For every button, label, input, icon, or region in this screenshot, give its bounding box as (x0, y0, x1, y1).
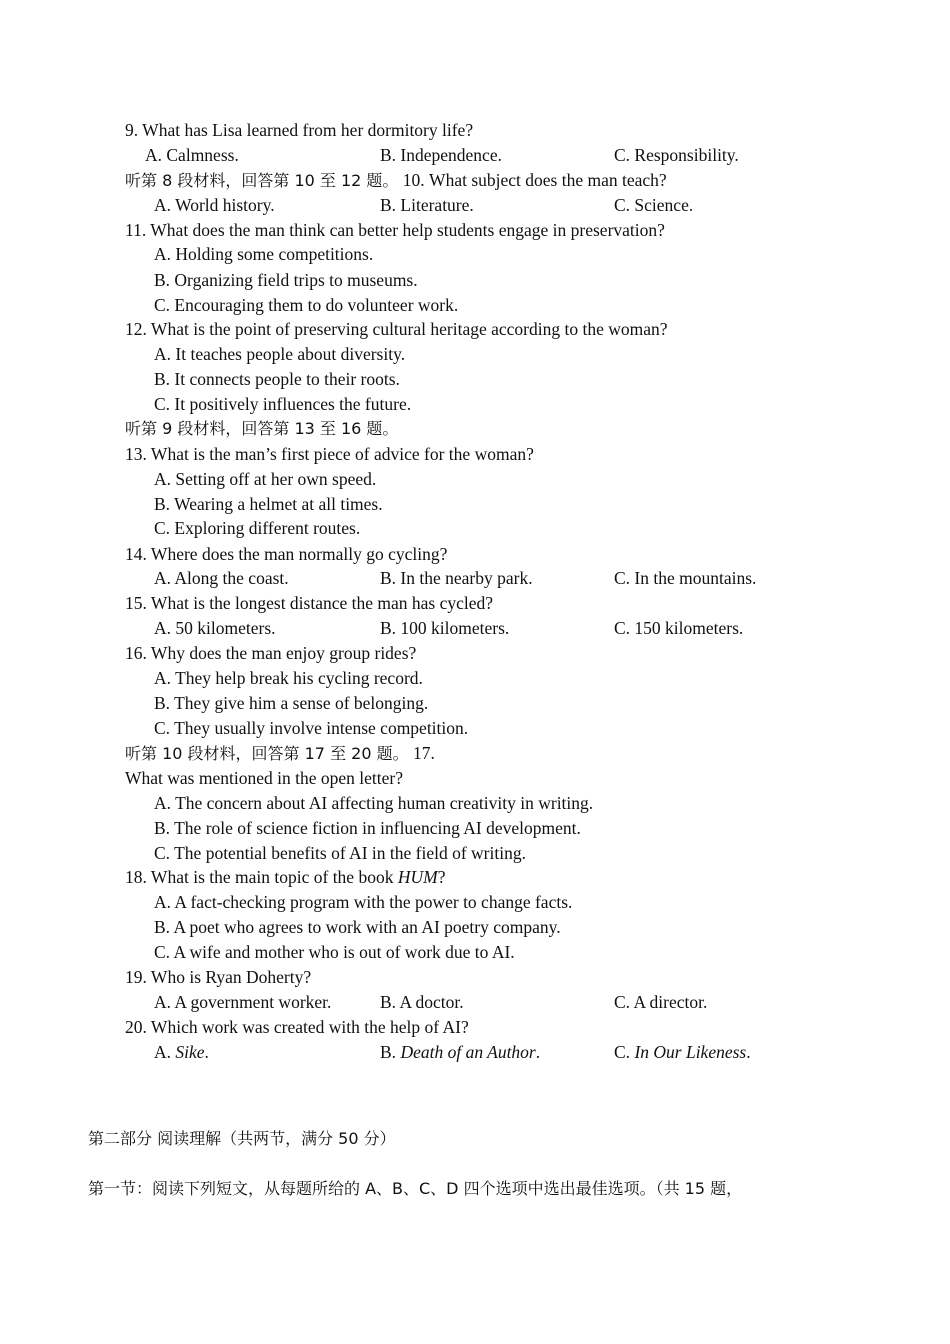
question-17-stem: What was mentioned in the open letter? (125, 768, 403, 788)
q13-option-a: A. Setting off at her own speed. (154, 469, 377, 489)
section-10-header: 听第 10 段材料，回答第 17 至 20 题。 (125, 744, 409, 763)
q12-option-c: C. It positively influences the future. (154, 394, 412, 414)
section-9-header: 听第 9 段材料，回答第 13 至 16 题。 (125, 419, 399, 438)
q10-option-b: B. Literature. (380, 195, 474, 215)
q14-option-c: C. In the mountains. (614, 568, 757, 588)
q11-option-a: A. Holding some competitions. (154, 244, 374, 264)
q20-option-a (154, 1041, 209, 1063)
question-20-stem: 20. Which work was created with the help of AI? (125, 1017, 469, 1037)
q20-b-end: . (535, 1042, 541, 1062)
q15-option-c: C. 150 kilometers. (614, 618, 744, 638)
question-18-stem (125, 866, 445, 888)
q14-option-a: A. Along the coast. (154, 568, 289, 588)
q10-option-c: C. Science. (614, 195, 694, 215)
q18-book-title: HUM (397, 867, 438, 887)
q20-c-label: C. (614, 1042, 635, 1062)
q16-option-a: A. They help break his cycling record. (154, 668, 423, 688)
q20-option-b (380, 1041, 540, 1063)
q9-option-c: C. Responsibility. (614, 145, 739, 165)
question-16-stem: 16. Why does the man enjoy group rides? (125, 643, 417, 663)
q14-option-b: B. In the nearby park. (380, 568, 533, 588)
question-11-stem: 11. What does the man think can better help students engage in preservation? (125, 220, 665, 240)
q17-option-c: C. The potential benefits of AI in the field of writing. (154, 843, 526, 863)
q20-c-title: In Our Likeness (634, 1042, 747, 1062)
question-14-stem: 14. Where does the man normally go cycling? (125, 544, 448, 564)
q18-option-b: B. A poet who agrees to work with an AI poetry company. (154, 917, 561, 937)
section-10-line (125, 742, 435, 765)
q18-option-a: A. A fact-checking program with the power to change facts. (154, 892, 573, 912)
q20-c-end: . (746, 1042, 751, 1062)
q18-stem-end: ? (437, 867, 446, 887)
q11-option-b: B. Organizing field trips to museums. (154, 270, 418, 290)
q15-option-a: A. 50 kilometers. (154, 618, 276, 638)
question-9-stem: 9. What has Lisa learned from her dormitory life? (125, 120, 474, 140)
section-8-line (125, 169, 667, 192)
q17-option-b: B. The role of science fiction in influencing AI development. (154, 818, 581, 838)
q18-stem-text: 18. What is the main topic of the book (125, 867, 398, 887)
q12-option-a: A. It teaches people about diversity. (154, 344, 406, 364)
question-17-number: 17. (412, 743, 435, 763)
q19-option-b: B. A doctor. (380, 992, 464, 1012)
section-8-header: 听第 8 段材料，回答第 10 至 12 题。 (125, 171, 399, 190)
question-15-stem: 15. What is the longest distance the man has cycled? (125, 593, 494, 613)
q20-b-label: B. (380, 1042, 401, 1062)
q20-a-title: Sike (175, 1042, 205, 1062)
question-19-stem: 19. Who is Ryan Doherty? (125, 967, 312, 987)
q19-option-c: C. A director. (614, 992, 708, 1012)
q12-option-b: B. It connects people to their roots. (154, 369, 400, 389)
q18-option-c: C. A wife and mother who is out of work due to AI. (154, 942, 515, 962)
q11-option-c: C. Encouraging them to do volunteer work. (154, 295, 459, 315)
q9-option-b: B. Independence. (380, 145, 502, 165)
q13-option-c: C. Exploring different routes. (154, 518, 361, 538)
q13-option-b: B. Wearing a helmet at all times. (154, 494, 383, 514)
section-1-instructions: 第一节：阅读下列短文，从每题所给的 A、B、C、D 四个选项中选出最佳选项。（共 15 题， (88, 1179, 743, 1198)
question-12-stem: 12. What is the point of preserving cultural heritage according to the woman? (125, 319, 668, 339)
q15-option-b: B. 100 kilometers. (380, 618, 510, 638)
q17-option-a: A. The concern about AI affecting human creativity in writing. (154, 793, 594, 813)
part-2-title: 第二部分 阅读理解（共两节，满分 50 分） (88, 1129, 396, 1148)
q19-option-a: A. A government worker. (154, 992, 332, 1012)
question-13-stem: 13. What is the man’s first piece of advice for the woman? (125, 444, 534, 464)
q20-b-title: Death of an Author (400, 1042, 536, 1062)
q20-option-c (614, 1041, 751, 1063)
q16-option-b: B. They give him a sense of belonging. (154, 693, 429, 713)
q16-option-c: C. They usually involve intense competition. (154, 718, 469, 738)
q10-option-a: A. World history. (154, 195, 275, 215)
question-10-stem: 10. What subject does the man teach? (402, 170, 667, 190)
q20-a-end: . (204, 1042, 209, 1062)
q9-option-a: A. Calmness. (145, 145, 239, 165)
q20-a-label: A. (154, 1042, 176, 1062)
